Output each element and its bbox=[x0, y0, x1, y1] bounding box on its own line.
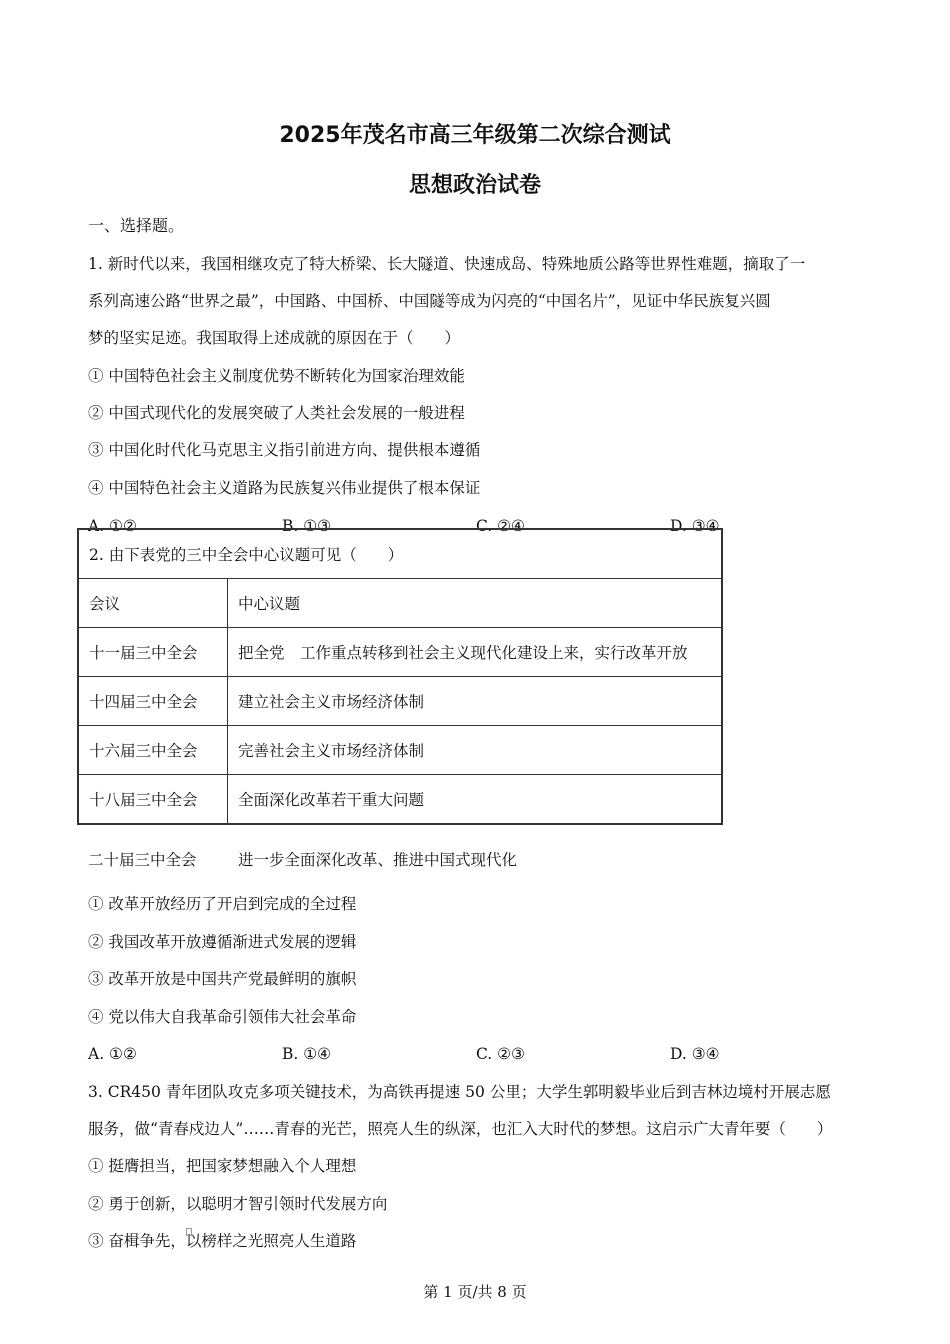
q3-item-2: ② 勇于创新，以聪明才智引领时代发展方向 bbox=[88, 1195, 388, 1213]
table-overflow-topic: 进一步全面深化改革、推进中国式现代化 bbox=[238, 851, 518, 869]
table-cell-topic: 把全党 工作重点转移到社会主义现代化建设上来，实行改革开放 bbox=[228, 628, 723, 677]
q1-stem-line-2: 系列高速公路“世界之最”，中国路、中国桥、中国隧等成为闪亮的“中国名片”，见证中华民族复兴圆 bbox=[88, 292, 771, 310]
page-subtitle: 思想政治试卷 bbox=[408, 173, 541, 198]
table-cell-meeting: 十四届三中全会 bbox=[78, 677, 228, 726]
q2-item-2: ② 我国改革开放遵循渐进式发展的逻辑 bbox=[88, 933, 357, 951]
q3-item-1: ① 挺膺担当，把国家梦想融入个人理想 bbox=[88, 1157, 357, 1175]
q1-item-1: ① 中国特色社会主义制度优势不断转化为国家治理效能 bbox=[88, 367, 465, 385]
q1-option-c: C. ②④ bbox=[476, 517, 525, 535]
table-header-row bbox=[78, 579, 722, 628]
q3-stem-line-1: 3. CR450 青年团队攻克多项关键技术，为高铁再提速 50 公里；大学生郭明毅毕业后到吉林边境村开展志愿 bbox=[88, 1083, 831, 1101]
table-cell-topic: 建立社会主义市场经济体制 bbox=[228, 677, 723, 726]
q1-option-b: B. ①③ bbox=[282, 517, 332, 535]
table-row bbox=[78, 628, 722, 677]
q1-item-2: ② 中国式现代化的发展突破了人类社会发展的一般进程 bbox=[88, 404, 465, 422]
table-row bbox=[78, 677, 722, 726]
section-heading: 一、选择题。 bbox=[88, 216, 185, 235]
table-cell-topic: 完善社会主义市场经济体制 bbox=[228, 726, 723, 775]
table-cell-meeting: 十六届三中全会 bbox=[78, 726, 228, 775]
q1-item-3: ③ 中国化时代化马克思主义指引前进方向、提供根本遵循 bbox=[88, 441, 481, 459]
table-header-meeting: 会议 bbox=[78, 579, 228, 628]
meetings-table bbox=[77, 528, 723, 825]
q1-option-a: A. ①② bbox=[88, 517, 137, 535]
q1-item-4: ④ 中国特色社会主义道路为民族复兴伟业提供了根本保证 bbox=[88, 479, 481, 497]
table-caption-row bbox=[78, 529, 722, 579]
table-cell-meeting: 十八届三中全会 bbox=[78, 775, 228, 825]
table-row bbox=[78, 775, 722, 825]
table-overflow-meeting: 二十届三中全会 bbox=[88, 851, 197, 869]
q1-option-d: D. ③④ bbox=[670, 517, 720, 535]
q3-item-3: ③ 奋楫争先，以榜样之光照亮人生道路 bbox=[88, 1232, 357, 1250]
q2-item-1: ① 改革开放经历了开启到完成的全过程 bbox=[88, 895, 357, 913]
q2-option-b: B. ①④ bbox=[282, 1045, 332, 1063]
page-footer: 第 1 页/共 8 页 bbox=[423, 1283, 527, 1301]
table-cell-meeting: 十一届三中全会 bbox=[78, 628, 228, 677]
page-title: 2025年茂名市高三年级第二次综合测试 bbox=[279, 123, 671, 148]
q2-item-3: ③ 改革开放是中国共产党最鲜明的旗帜 bbox=[88, 970, 357, 988]
q2-option-c: C. ②③ bbox=[476, 1045, 525, 1063]
table-cell-topic: 全面深化改革若干重大问题 bbox=[228, 775, 723, 825]
q3-stem-line-2: 服务，做“青春戍边人”……青春的光芒，照亮人生的纵深，也汇入大时代的梦想。这启示广大青年要（ ） bbox=[88, 1120, 833, 1138]
q2-option-d: D. ③④ bbox=[670, 1045, 720, 1063]
q1-stem-line-3: 梦的坚实足迹。我国取得上述成就的原因在于（ ） bbox=[88, 329, 461, 347]
table-header-topic: 中心议题 bbox=[228, 579, 723, 628]
table-row bbox=[78, 726, 722, 775]
q2-option-a: A. ①② bbox=[88, 1045, 137, 1063]
anchor-mark-icon bbox=[186, 1228, 192, 1236]
q1-stem-line-1: 1. 新时代以来，我国相继攻克了特大桥梁、长大隧道、快速成岛、特殊地质公路等世界性难题，摘取了一 bbox=[88, 255, 806, 273]
q2-stem: 2. 由下表党的三中全会中心议题可见（ ） bbox=[78, 529, 722, 579]
q2-item-4: ④ 党以伟大自我革命引领伟大社会革命 bbox=[88, 1008, 357, 1026]
